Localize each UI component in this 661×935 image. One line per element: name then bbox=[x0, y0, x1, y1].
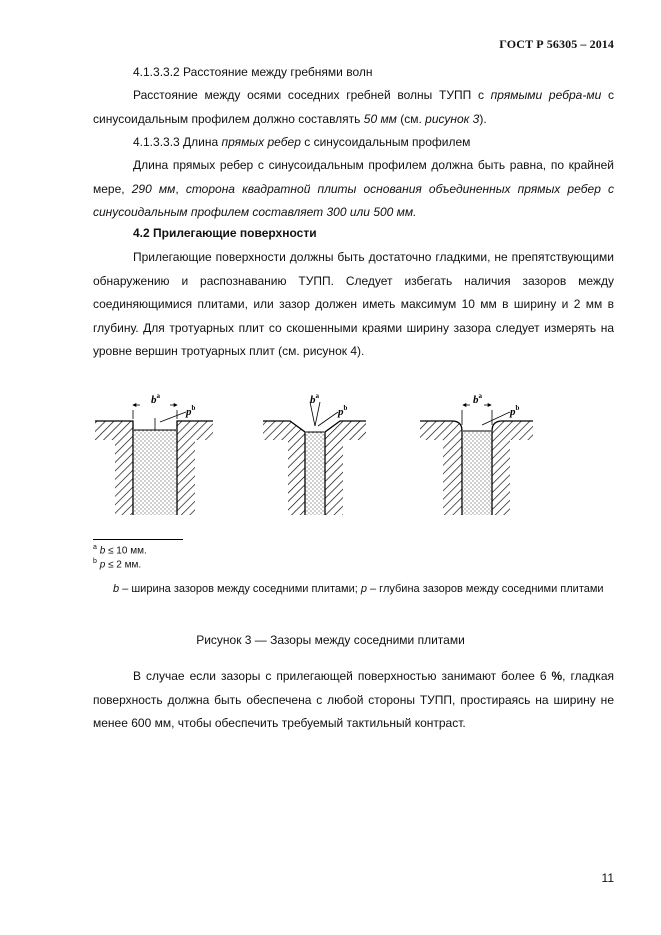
label-b-1: $b^a$ bbox=[151, 392, 160, 406]
legend-text: – глубина зазоров между соседними плитами bbox=[366, 583, 604, 595]
text-run-italic: прямыми ребра- bbox=[490, 88, 587, 102]
page-number: 11 bbox=[601, 871, 614, 885]
legend-text: – ширина зазоров между соседними плитами; bbox=[119, 583, 361, 595]
footnote-mark: a bbox=[93, 544, 97, 551]
text-run: Длина прямых ребер с синусоидальным профилем должна быть равна, по крайней мере, bbox=[93, 158, 614, 196]
gap-diagram-rounded-edge bbox=[420, 405, 533, 515]
text-run: с синусоидальным профилем bbox=[300, 135, 471, 149]
text-run-italic: ми bbox=[586, 88, 602, 102]
legend-var: b bbox=[113, 583, 120, 595]
text-run: ). bbox=[479, 111, 487, 126]
text-run-italic: 290 мм bbox=[131, 181, 176, 196]
paragraph-smooth-surface bbox=[93, 665, 614, 736]
clause-4-1-3-3-2: 4.1.3.3.2 Расстояние между гребнями волн bbox=[133, 65, 373, 79]
text-run: , bbox=[175, 181, 186, 196]
paragraph-adjacent-surfaces: Прилегающие поверхности должны быть достаточно гладкими, не препятствующими обнаружению и распознаванию ТУПП. Следует избегать наличия зазоров между соединяющимися плитами, или зазор должен иметь максимум 10 мм в ширину и 2 мм в глубину. Для тротуарных плит со скошенными краями ширину зазора следует измерять на уровне вершин тротуарных плит (см. рисунок 4). bbox=[93, 250, 614, 359]
text-run-italic: сторона квадратной плиты основания объединенных прямых ребер с синусоидальным профилем составляет 300 или 500 мм. bbox=[93, 181, 614, 220]
text-run: (см. bbox=[396, 111, 426, 126]
label-p-3: $p^b$ bbox=[510, 404, 520, 418]
legend-var: p bbox=[360, 583, 367, 595]
figure-caption: Рисунок 3 — Зазоры между соседними плитами bbox=[196, 633, 465, 647]
text-run: с синусоидальным профилем должно составлять bbox=[93, 88, 614, 126]
text-run: , гладкая поверхность должна быть обеспечена с любой стороны ТУПП, простираясь на ширину не менее 600 мм, чтобы обеспечить требуемый тактильный контраст. bbox=[93, 669, 614, 731]
text-run: 4.1.3.3.3 Длина bbox=[133, 135, 222, 149]
footnote-separator bbox=[93, 539, 183, 540]
text-run-bold: % bbox=[551, 669, 563, 683]
footnote-mark: b bbox=[93, 558, 97, 565]
label-b-2: $b^a$ bbox=[310, 392, 319, 406]
text-run-italic: прямых ребер bbox=[221, 135, 301, 149]
label-p-2: $p^b$ bbox=[338, 404, 348, 418]
label-p-1: $p^b$ bbox=[186, 404, 196, 418]
text-run-italic: 50 мм bbox=[363, 111, 397, 126]
footnote-text: ≤ 2 мм. bbox=[105, 559, 142, 571]
figure-legend bbox=[93, 583, 614, 595]
label-b-3: $b^a$ bbox=[473, 392, 482, 406]
text-run: Расстояние между осями соседних гребней волны ТУПП с bbox=[133, 88, 491, 102]
gap-diagram-square-edge bbox=[95, 405, 213, 515]
footnote-b bbox=[93, 556, 141, 571]
footnote-text: ≤ 10 мм. bbox=[105, 545, 147, 557]
footnote-variable: p bbox=[99, 559, 106, 571]
text-run-italic: рисунок 3 bbox=[425, 111, 480, 126]
section-heading-4-2: 4.2 Прилегающие поверхности bbox=[133, 226, 317, 240]
gap-diagram-bevel-edge bbox=[263, 402, 366, 515]
footnote-variable: b bbox=[99, 545, 106, 557]
document-header: ГОСТ Р 56305 – 2014 bbox=[499, 37, 614, 51]
text-run: В случае если зазоры с прилегающей поверхностью занимают более 6 bbox=[133, 669, 552, 683]
